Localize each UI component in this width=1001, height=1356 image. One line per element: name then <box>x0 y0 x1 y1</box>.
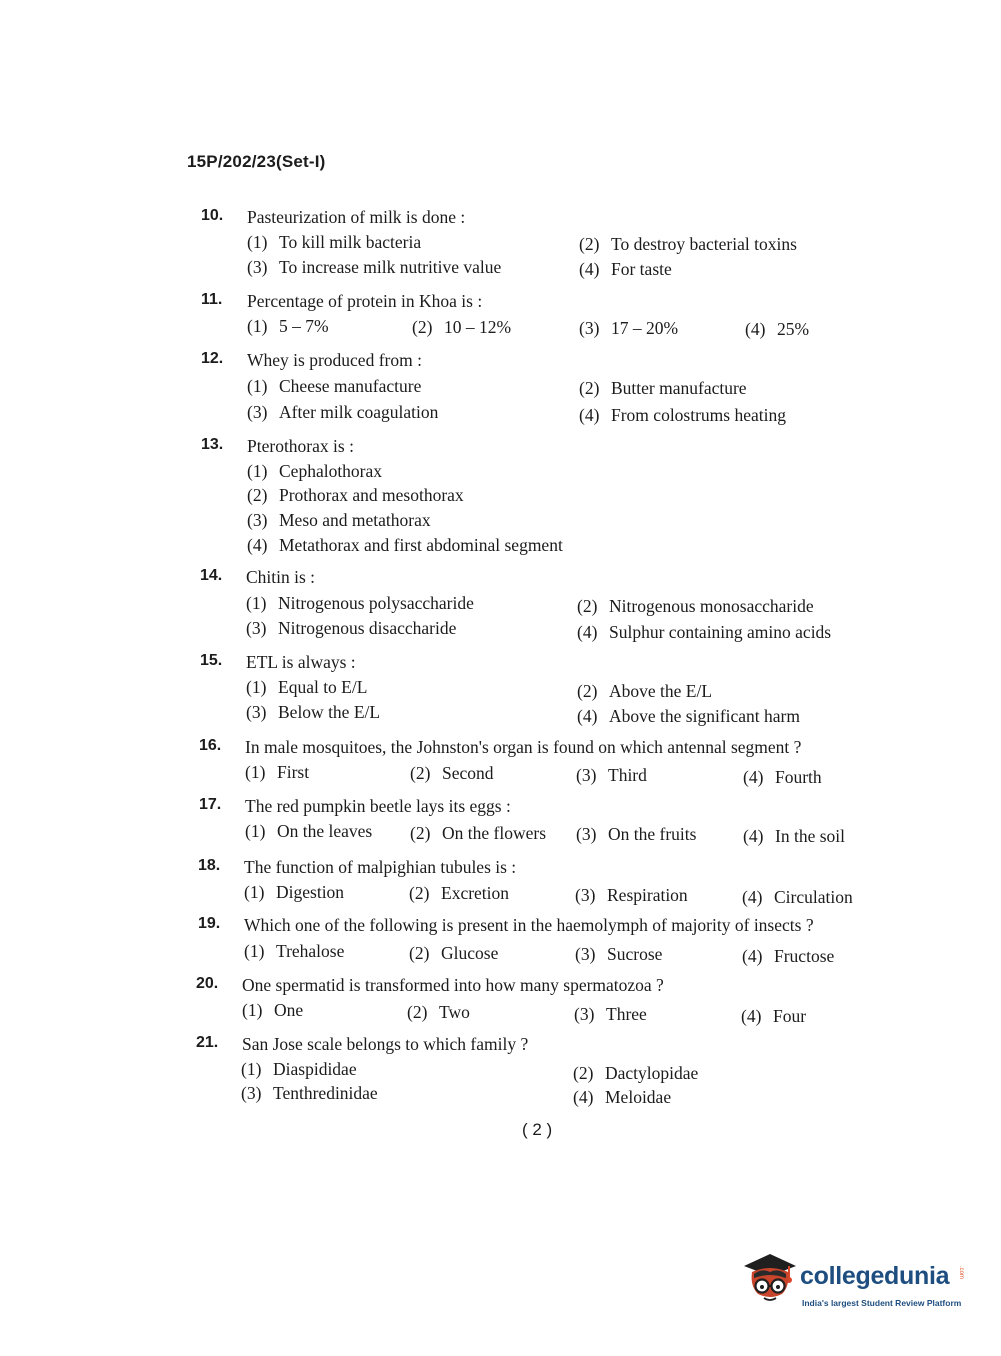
option-3: (3) Tenthredinidae <box>241 1083 378 1103</box>
option-2: (2) On the flowers <box>410 823 547 843</box>
brand-logo <box>742 1250 972 1320</box>
question-number: 20. <box>196 975 219 992</box>
option-3: (3) Respiration <box>575 885 688 905</box>
option-1: (1) Equal to E/L <box>246 677 368 697</box>
option-4: (4) In the soil <box>743 826 845 846</box>
option-2: (2) To destroy bacterial toxins <box>579 234 797 254</box>
question-number: 13. <box>201 436 224 453</box>
paper-code: 15P/202/23(Set-I) <box>187 152 326 171</box>
question-number: 14. <box>200 567 223 584</box>
question-number: 16. <box>199 737 222 754</box>
option-4: (4) Four <box>741 1006 807 1026</box>
question-number: 18. <box>198 857 221 874</box>
option-1: (1) Digestion <box>244 882 345 902</box>
option-2: (2) Above the E/L <box>577 681 713 701</box>
option-3: (3) Three <box>574 1004 647 1024</box>
option-3: (3) To increase milk nutritive value <box>247 257 502 277</box>
question-text: Which one of the following is present in the haemolymph of majority of insects ? <box>244 915 814 935</box>
question-number: 21. <box>196 1034 219 1051</box>
question-text: San Jose scale belongs to which family ? <box>242 1034 529 1054</box>
option-1: (1) 5 – 7% <box>247 316 329 336</box>
option-4: (4) For taste <box>579 259 672 279</box>
mascot-logo-icon <box>742 1250 798 1310</box>
option-1: (1) First <box>245 762 310 782</box>
option-1: (1) Cheese manufacture <box>247 376 422 396</box>
option-4: (4) Metathorax and first abdominal segment <box>247 535 563 555</box>
question-number: 17. <box>199 796 222 813</box>
option-2: (2) Second <box>410 763 494 783</box>
question-text: In male mosquitoes, the Johnston's organ is found on which antennal segment ? <box>245 737 802 757</box>
option-1: (1) Diaspididae <box>241 1059 357 1079</box>
option-4: (4) Above the significant harm <box>577 706 800 726</box>
option-3: (3) Meso and metathorax <box>247 510 431 530</box>
option-3: (3) On the fruits <box>576 824 697 844</box>
option-4: (4) Fourth <box>743 767 822 787</box>
option-4: (4) From colostrums heating <box>579 405 786 425</box>
question-text: Pasteurization of milk is done : <box>247 207 466 227</box>
option-4: (4) Meloidae <box>573 1087 672 1107</box>
question-number: 15. <box>200 652 223 669</box>
brand-name: collegedunia <box>800 1262 950 1290</box>
brand-suffix: .com <box>958 1266 964 1280</box>
option-4: (4) Fructose <box>742 946 835 966</box>
option-1: (1) Nitrogenous polysaccharide <box>246 593 474 613</box>
option-1: (1) One <box>242 1000 304 1020</box>
option-2: (2) Two <box>407 1002 470 1022</box>
option-1: (1) Trehalose <box>244 941 345 961</box>
question-text: ETL is always : <box>246 652 356 672</box>
question-number: 10. <box>201 207 224 224</box>
question-number: 11. <box>201 291 223 308</box>
question-text: The red pumpkin beetle lays its eggs : <box>245 796 511 816</box>
option-4: (4) 25% <box>745 319 810 339</box>
option-2: (2) Prothorax and mesothorax <box>247 485 464 505</box>
option-1: (1) To kill milk bacteria <box>247 232 422 252</box>
option-3: (3) Nitrogenous disaccharide <box>246 618 457 638</box>
question-text: Pterothorax is : <box>247 436 354 456</box>
question-text: Chitin is : <box>246 567 316 587</box>
question-number: 19. <box>198 915 221 932</box>
option-3: (3) Sucrose <box>575 944 663 964</box>
option-1: (1) On the leaves <box>245 821 373 841</box>
option-2: (2) Glucose <box>409 943 499 963</box>
option-2: (2) Excretion <box>409 883 510 903</box>
option-4: (4) Sulphur containing amino acids <box>577 622 832 642</box>
page-number: ( 2 ) <box>522 1120 553 1139</box>
option-2: (2) Nitrogenous monosaccharide <box>577 596 814 616</box>
option-3: (3) 17 – 20% <box>579 318 679 338</box>
option-4: (4) Circulation <box>742 887 853 907</box>
question-number: 12. <box>201 350 224 367</box>
option-2: (2) Butter manufacture <box>579 378 747 398</box>
brand-tagline: India's largest Student Review Platform <box>802 1298 962 1308</box>
option-3: (3) After milk coagulation <box>247 402 439 422</box>
option-1: (1) Cephalothorax <box>247 461 383 481</box>
option-2: (2) Dactylopidae <box>573 1063 699 1083</box>
question-text: Whey is produced from : <box>247 350 422 370</box>
option-3: (3) Third <box>576 765 647 785</box>
option-3: (3) Below the E/L <box>246 702 381 722</box>
question-text: One spermatid is transformed into how many spermatozoa ? <box>242 975 664 995</box>
question-text: Percentage of protein in Khoa is : <box>247 291 483 311</box>
option-2: (2) 10 – 12% <box>412 317 512 337</box>
question-text: The function of malpighian tubules is : <box>244 857 517 877</box>
